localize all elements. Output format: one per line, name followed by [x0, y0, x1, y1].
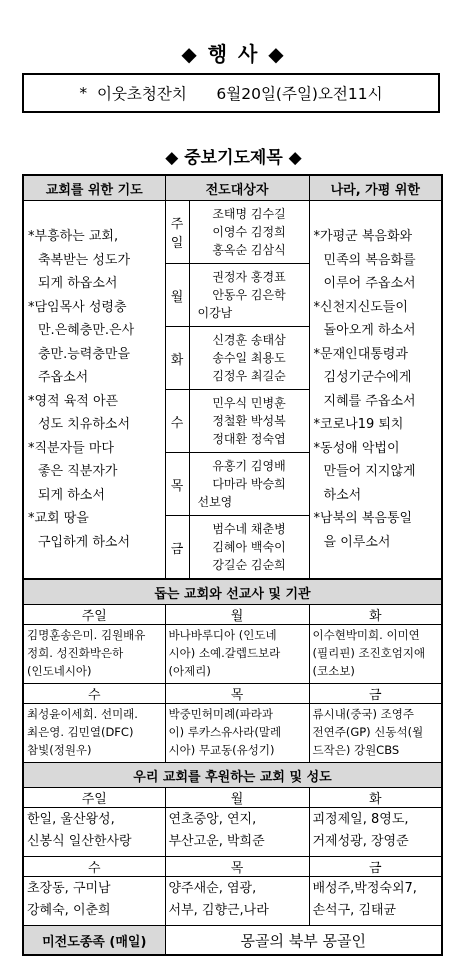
- day-label: 화: [165, 327, 189, 390]
- list-item: 김성기군수에게: [323, 370, 412, 385]
- cell-line: 이) 루카스유사라(말레: [168, 725, 282, 739]
- day-header: 목: [165, 684, 309, 704]
- day-header: 수: [23, 857, 165, 877]
- cell-line: 신봉식 일산한사랑: [27, 834, 132, 849]
- cell-line: (코소보): [312, 664, 355, 678]
- list-item: 축복받는 성도가: [38, 252, 131, 268]
- cell-line: 연초중앙, 연지,: [168, 812, 257, 827]
- cell-line: 거제성광, 장영준: [312, 834, 409, 849]
- mission-target-value: 몽골의 북부 몽골인: [165, 926, 442, 956]
- list-item: *신천지신도들이: [313, 299, 408, 315]
- prayer-table: [22, 174, 443, 580]
- cell-line: 손석구, 김태균: [312, 903, 397, 918]
- day-header: 금: [309, 684, 442, 704]
- day-header: 금: [309, 857, 442, 877]
- support-cell: [165, 704, 309, 763]
- name-line: 이강남: [197, 306, 233, 320]
- name-line: 김정우 최길순: [212, 369, 286, 383]
- list-item: 되게 하옵소서: [38, 276, 118, 291]
- prayer-table-header: [23, 175, 442, 201]
- list-item: *코로나19 퇴치: [313, 417, 404, 432]
- cell-line: 초장동, 구미남: [27, 881, 111, 896]
- name-line: 김혜아 백숙이: [212, 540, 286, 554]
- name-line: 다마라 박승희: [212, 477, 286, 491]
- day-header: 수: [23, 684, 165, 704]
- header-evangelism: 전도대상자: [165, 175, 309, 201]
- sponsor-cell: [23, 877, 165, 926]
- cell-line: 시아) 무교동(유성기): [168, 743, 275, 757]
- cell-line: (인도네시아): [27, 664, 92, 678]
- name-line: 정대환 정숙엽: [212, 432, 286, 446]
- list-item: 민족의 복음화를: [323, 252, 416, 268]
- cell-line: 바나바루디아 (인도네: [168, 628, 277, 642]
- day-header: 주일: [23, 605, 165, 625]
- name-line: 안동우 김은학: [212, 288, 286, 302]
- cell-line: 시아) 소예.갈렙드보라: [168, 646, 281, 660]
- sponsor-cell: [165, 808, 309, 857]
- cell-line: 서부, 김향근,나라: [168, 903, 269, 918]
- mission-target-label: 미전도종족 (매일): [23, 926, 165, 956]
- cell-line: 이수현박미희. 이미연: [312, 628, 420, 642]
- sponsor-title: 우리 교회를 후원하는 교회 및 성도: [23, 763, 442, 788]
- list-item: 만들어 지지않게: [323, 464, 416, 479]
- cell-line: 양주새순, 염광,: [168, 881, 257, 896]
- day-label: [165, 201, 189, 264]
- sponsor-cell: [309, 877, 442, 926]
- list-item: 하소서: [323, 487, 362, 503]
- name-line: 정철환 박성복: [212, 414, 286, 428]
- sponsor-cell: [165, 877, 309, 926]
- day-header: 주일: [23, 788, 165, 808]
- name-line: 유홍기 김영배: [212, 459, 286, 473]
- day-label: 금: [165, 516, 189, 580]
- name-line: 범수네 채춘병: [212, 522, 286, 536]
- list-item: 지혜를 주옵소서: [323, 393, 416, 409]
- cell-line: 최성윤이세희. 선미래.: [27, 707, 138, 721]
- day-label: 목: [165, 453, 189, 516]
- list-item: 충만.능력충만을: [38, 346, 131, 362]
- list-item: *동성애 악법이: [313, 440, 400, 456]
- list-item: 좋은 직분자가: [38, 464, 118, 479]
- list-item: *영적 육적 아픈: [28, 393, 119, 409]
- day-char: 일: [170, 236, 184, 251]
- cell-line: 정희. 성진화박은하: [27, 646, 124, 660]
- evangelism-names: [189, 327, 309, 390]
- support-cell: [23, 625, 165, 684]
- support-cell: [309, 704, 442, 763]
- day-header: 화: [309, 788, 442, 808]
- cell-line: 한일, 울산왕성,: [27, 812, 115, 827]
- name-line: 신경훈 송태삼: [212, 333, 286, 347]
- name-line: 민우식 민병훈: [212, 396, 286, 410]
- list-item: *남북의 복음통일: [313, 511, 413, 526]
- event-name: 이웃초청잔치: [96, 85, 187, 103]
- name-line: 홍옥순 김삼식: [212, 243, 286, 257]
- church-prayer-list: [23, 201, 165, 580]
- list-item: 돌아오게 하소서: [323, 323, 416, 338]
- day-header: 월: [165, 605, 309, 625]
- name-line: 권정자 홍경표: [212, 270, 286, 284]
- prayer-heading: ◆ 중보기도제목 ◆: [165, 148, 302, 168]
- support-cell: [23, 704, 165, 763]
- name-line: 강길순 김순희: [212, 558, 286, 572]
- support-table: [22, 578, 443, 956]
- evangelism-names: [189, 264, 309, 327]
- cell-line: (아제리): [168, 664, 211, 678]
- nation-prayer-list: [309, 201, 442, 580]
- cell-line: 부산고운, 박희준: [168, 834, 265, 849]
- list-item: 구입하게 하소서: [38, 534, 131, 550]
- name-line: 선보영: [197, 495, 233, 509]
- sponsor-cell: [309, 808, 442, 857]
- list-item: *부흥하는 교회,: [28, 229, 119, 244]
- day-char: 주: [170, 217, 184, 232]
- day-label: 수: [165, 390, 189, 453]
- event-box: [22, 73, 440, 113]
- day-header: 월: [165, 788, 309, 808]
- cell-line: 김명훈송은미. 김원배유: [27, 628, 146, 642]
- header-church: 교회를 위한 기도: [23, 175, 165, 201]
- cell-line: 드작은) 강원CBS: [312, 743, 400, 757]
- evangelism-names: [189, 201, 309, 264]
- sponsor-cell: [23, 808, 165, 857]
- list-item: *교회 땅을: [28, 511, 89, 526]
- cell-line: 최은영. 김민열(DFC): [27, 725, 134, 739]
- list-item: 주옵소서: [38, 370, 89, 385]
- name-line: 송수일 최용도: [212, 351, 286, 365]
- cell-line: (필리핀) 조진호엄지애: [312, 646, 426, 660]
- list-item: *문재인대통령과: [313, 346, 408, 362]
- name-line: 조태명 김수길: [212, 207, 286, 221]
- evangelism-names: [189, 516, 309, 580]
- support-cell: [165, 625, 309, 684]
- name-line: 이영수 김정희: [212, 225, 286, 239]
- day-header: 화: [309, 605, 442, 625]
- cell-line: 괴정제일, 8영도,: [312, 812, 409, 827]
- evangelism-names: [189, 390, 309, 453]
- list-item: 만.은혜충만.은사: [38, 323, 135, 338]
- cell-line: 전연주(GP) 신동석(월: [312, 725, 424, 739]
- cell-line: 강혜숙, 이춘희: [27, 903, 111, 918]
- cell-line: 류시내(중국) 조영주: [312, 707, 414, 721]
- list-item: 이루어 주옵소서: [323, 276, 416, 291]
- day-label: 월: [165, 264, 189, 327]
- list-item: 되게 하소서: [38, 487, 105, 503]
- list-item: 을 이루소서: [323, 534, 391, 550]
- event-time: 6월20일(주일)오전11시: [216, 85, 383, 103]
- list-item: *가평군 복음화와: [313, 229, 413, 244]
- cell-line: 박중민허미례(파라과: [168, 707, 273, 721]
- cell-line: 배성주,박정숙외7,: [312, 881, 417, 896]
- evangelism-names: [189, 453, 309, 516]
- list-item: *담임목사 성령충: [28, 299, 127, 315]
- list-item: 성도 치유하소서: [38, 417, 131, 432]
- list-item: *직분자들 마다: [28, 440, 114, 456]
- day-header: 목: [165, 857, 309, 877]
- event-marker: *: [79, 84, 88, 102]
- header-nation: 나라, 가평 위한: [309, 175, 442, 201]
- cell-line: 참빛(정원우): [27, 743, 92, 757]
- support-title: 돕는 교회와 선교사 및 기관: [23, 579, 442, 605]
- support-cell: [309, 625, 442, 684]
- event-heading: ◆ 행 사 ◆: [181, 42, 286, 66]
